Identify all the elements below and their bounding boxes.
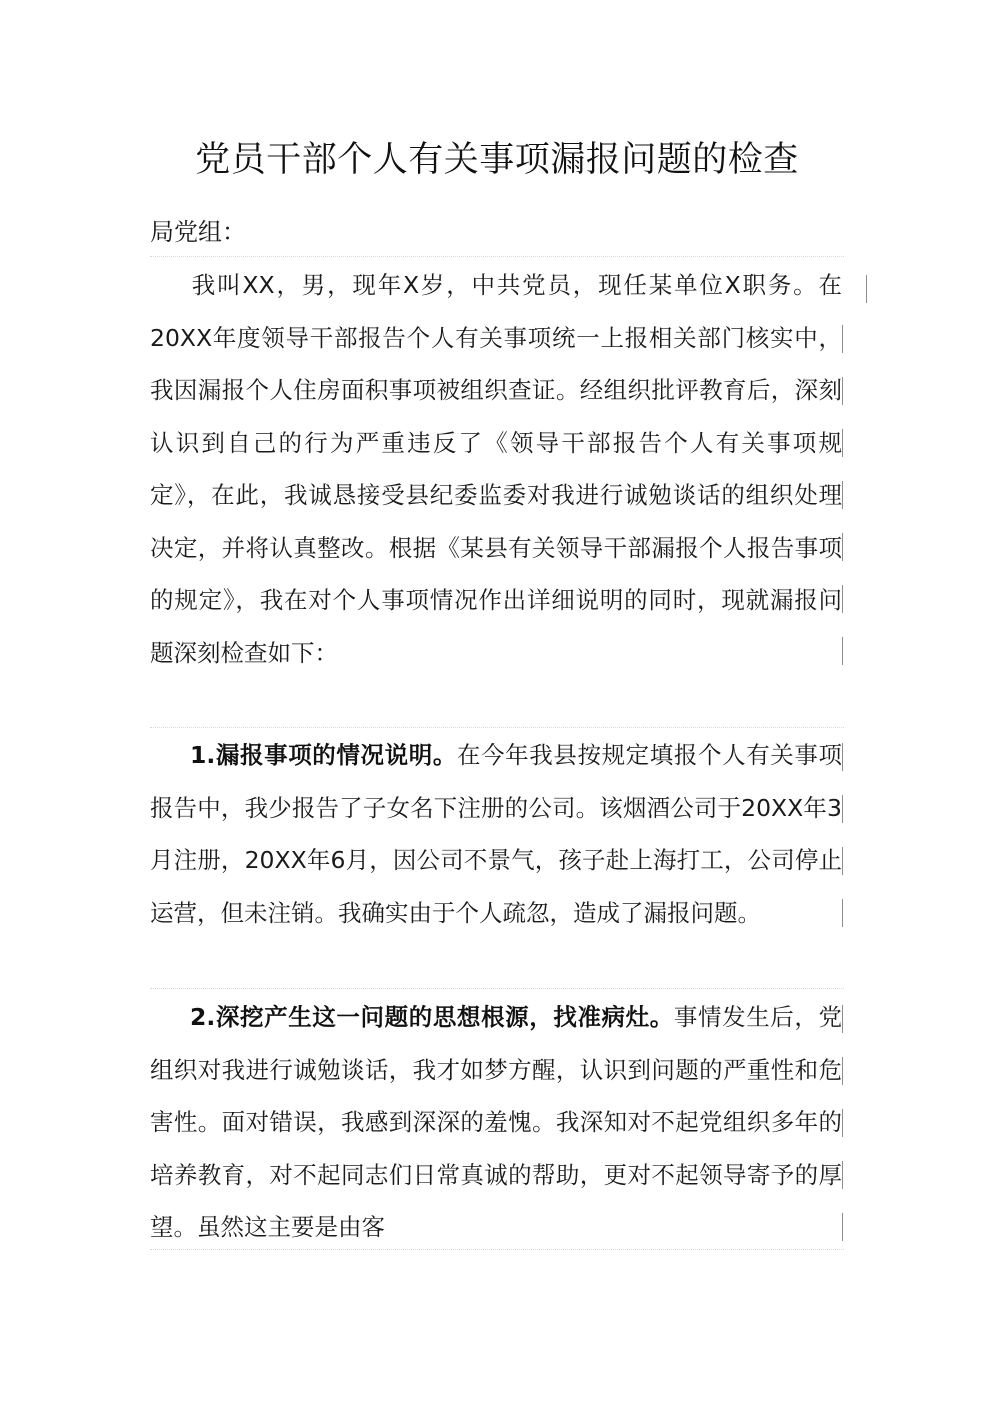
margin-mark [842, 1213, 843, 1241]
section-2-heading: 2.深挖产生这一问题的思想根源，找准病灶。 [190, 1003, 674, 1031]
margin-mark [866, 275, 867, 303]
paragraph-intro-text: 我叫XX，男，现年X岁，中共党员，现任某单位X职务。在20XX年度领导干部报告个人有关事项统一上报相关部门核实中，我因漏报个人住房面积事项被组织查证。经组织批评教育后，深刻认识到自己的行为严重违反了《领导干部报告个人有关事项规定》，在此，我诚恳接受县纪委监委对我进行诚勉谈话的组织处理决定，并将认真整改。根据《某县有关领导干部漏报个人报告事项的规定》，我在对个人事项情况作出详细说明的同时，现就漏报问题深刻检查如下： [150, 271, 842, 667]
margin-mark [842, 533, 843, 561]
paragraph-divider [150, 988, 844, 989]
margin-mark [842, 1005, 843, 1033]
document-title: 党员干部个人有关事项漏报问题的检查 [195, 140, 799, 180]
margin-mark [842, 637, 843, 665]
margin-mark [842, 1161, 843, 1189]
margin-mark [842, 325, 843, 353]
paragraph-divider [150, 727, 844, 728]
margin-mark [842, 481, 843, 509]
paragraph-section-2 [150, 991, 842, 1254]
section-1-text: 在今年我县按规定填报个人有关事项报告中，我少报告了子女名下注册的公司。该烟酒公司于20XX年3月注册，20XX年6月，因公司不景气，孩子赴上海打工，公司停止运营，但未注销。我确实由于个人疏忽，造成了漏报问题。 [150, 741, 843, 927]
section-1-heading: 1.漏报事项的情况说明。 [190, 741, 457, 769]
paragraph-divider [150, 256, 844, 257]
salutation: 局党组： [150, 218, 246, 246]
margin-mark [842, 429, 843, 457]
paragraph-section-1 [150, 729, 842, 939]
margin-mark [842, 585, 843, 613]
section-2-text: 事情发生后，党组织对我进行诚勉谈话，我才如梦方醒，认识到问题的严重性和危害性。面对错误，我感到深深的羞愧。我深知对不起党组织多年的培养教育，对不起同志们日常真诚的帮助，更对不起领导寄予的厚望。虽然这主要是由客 [150, 1003, 843, 1241]
margin-mark [842, 795, 843, 823]
margin-mark [842, 899, 843, 927]
margin-mark [842, 377, 843, 405]
paragraph-divider [150, 1249, 844, 1250]
margin-mark [842, 847, 843, 875]
paragraph-intro [150, 259, 842, 679]
margin-mark [842, 743, 843, 771]
margin-mark [842, 1109, 843, 1137]
margin-mark [842, 1057, 843, 1085]
